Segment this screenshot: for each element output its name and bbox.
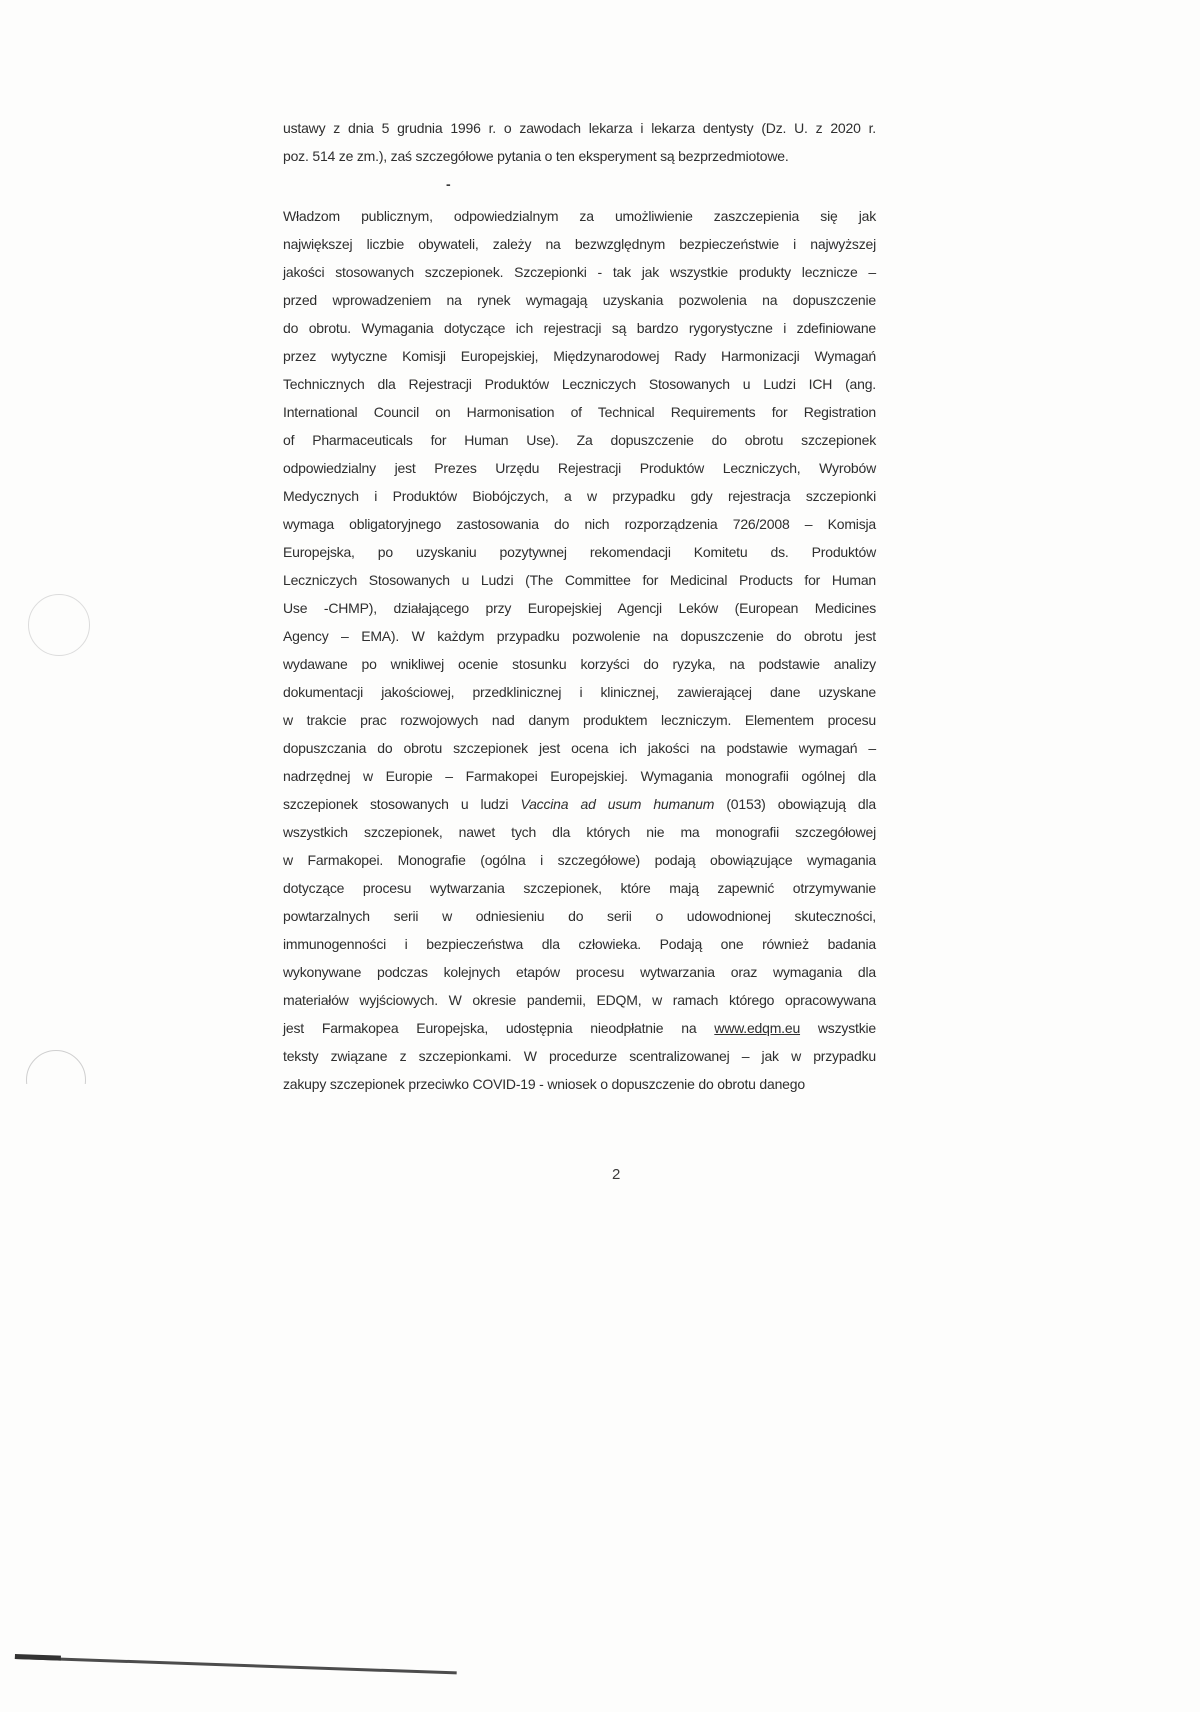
text-line: wszystkich szczepionek, nawet tych dla których nie ma monografii szczegółowej (283, 824, 876, 840)
text-line: zakupy szczepionek przeciwko COVID-19 - wniosek o dopuszczenie do obrotu danego (283, 1076, 805, 1092)
text-segment: (0153) obowiązują dla (714, 796, 877, 812)
hole-punch-mark-top (28, 594, 90, 656)
paragraph-separator (283, 170, 876, 202)
text-segment: jest Farmakopea Europejska, udostępnia nieodpłatnie na (283, 1020, 715, 1036)
hole-punch-arc (26, 1050, 86, 1084)
text-line: Władzom publicznym, odpowiedzialnym za umożliwienie zaszczepienia się jak (283, 208, 876, 224)
text-line: dopuszczania do obrotu szczepionek jest ocena ich jakości na podstawie wymagań – (283, 740, 876, 756)
text-line: w Farmakopei. Monografie (ogólna i szczegółowe) podają obowiązujące wymagania (283, 852, 876, 868)
text-line: w trakcie prac rozwojowych nad danym produktem leczniczym. Elementem procesu (283, 712, 876, 728)
hole-punch-mark-bottom (26, 1050, 92, 1084)
text-line: Agency – EMA). W każdym przypadku pozwolenie na dopuszczenie do obrotu jest (283, 628, 876, 644)
paragraph-2 (283, 202, 876, 1098)
text-line: International Council on Harmonisation of Technical Requirements for Registration (283, 404, 876, 420)
text-line: Use -CHMP), działającego przy Europejskiej Agencji Leków (European Medicines (283, 600, 876, 616)
text-line: powtarzalnych serii w odniesieniu do serii o udowodnionej skuteczności, (283, 908, 876, 924)
text-line-edqm-url (283, 1014, 876, 1042)
scan-edge-line-end (15, 1654, 61, 1661)
text-line: Technicznych dla Rejestracji Produktów Leczniczych Stosowanych u Ludzi ICH (ang. (283, 376, 876, 392)
text-line: of Pharmaceuticals for Human Use). Za dopuszczenie do obrotu szczepionek (283, 432, 876, 448)
text-line: nadrzędnej w Europie – Farmakopei Europejskiej. Wymagania monografii ogólnej dla (283, 768, 876, 784)
text-line: jakości stosowanych szczepionek. Szczepionki - tak jak wszystkie produkty lecznicze – (283, 264, 876, 280)
text-line: do obrotu. Wymagania dotyczące ich rejestracji są bardzo rygorystyczne i zdefiniowane (283, 320, 876, 336)
text-segment: szczepionek stosowanych u ludzi (283, 796, 521, 812)
text-line: materiałów wyjściowych. W okresie pandemii, EDQM, w ramach którego opracowywana (283, 992, 876, 1008)
text-line: największej liczbie obywateli, zależy na bezwzględnym bezpieczeństwie i najwyższej (283, 236, 876, 252)
text-line: Leczniczych Stosowanych u Ludzi (The Committee for Medicinal Products for Human (283, 572, 876, 588)
edqm-url: www.edqm.eu (714, 1020, 801, 1036)
text-line: wykonywane podczas kolejnych etapów procesu wytwarzania oraz wymagania dla (283, 964, 876, 980)
text-line: Europejska, po uzyskaniu pozytywnej rekomendacji Komitetu ds. Produktów (283, 544, 876, 560)
page-number: 2 (612, 1166, 621, 1183)
text-line: Medycznych i Produktów Biobójczych, a w przypadku gdy rejestracja szczepionki (283, 488, 876, 504)
text-line: wymaga obligatoryjnego zastosowania do nich rozporządzenia 726/2008 – Komisja (283, 516, 876, 532)
text-line: ustawy z dnia 5 grudnia 1996 r. o zawodach lekarza i lekarza dentysty (Dz. U. z 2020 r. (283, 120, 876, 136)
text-line-vaccina-monograph (283, 790, 876, 818)
text-segment: wszystkie (800, 1020, 876, 1036)
text-line: immunogenności i bezpieczeństwa dla człowieka. Podają one również badania (283, 936, 876, 952)
page-body-text (283, 114, 876, 1098)
text-line: przed wprowadzeniem na rynek wymagają uzyskania pozwolenia na dopuszczenie (283, 292, 876, 308)
text-line: odpowiedzialny jest Prezes Urzędu Rejestracji Produktów Leczniczych, Wyrobów (283, 460, 876, 476)
text-line: dotyczące procesu wytwarzania szczepionek, które mają zapewnić otrzymywanie (283, 880, 876, 896)
latin-monograph-title: Vaccina ad usum humanum (520, 796, 715, 812)
scan-edge-line (15, 1656, 457, 1674)
text-line: poz. 514 ze zm.), zaś szczegółowe pytania o ten eksperyment są bezprzedmiotowe. (283, 148, 789, 164)
paragraph-1 (283, 114, 876, 170)
separator-dash: - (446, 176, 451, 192)
text-line: wydawane po wnikliwej ocenie stosunku korzyści do ryzyka, na podstawie analizy (283, 656, 876, 672)
text-line: przez wytyczne Komisji Europejskiej, Międzynarodowej Rady Harmonizacji Wymagań (283, 348, 876, 364)
text-line: dokumentacji jakościowej, przedklinicznej i klinicznej, zawierającej dane uzyskane (283, 684, 876, 700)
text-line: teksty związane z szczepionkami. W procedurze scentralizowanej – jak w przypadku (283, 1048, 876, 1064)
